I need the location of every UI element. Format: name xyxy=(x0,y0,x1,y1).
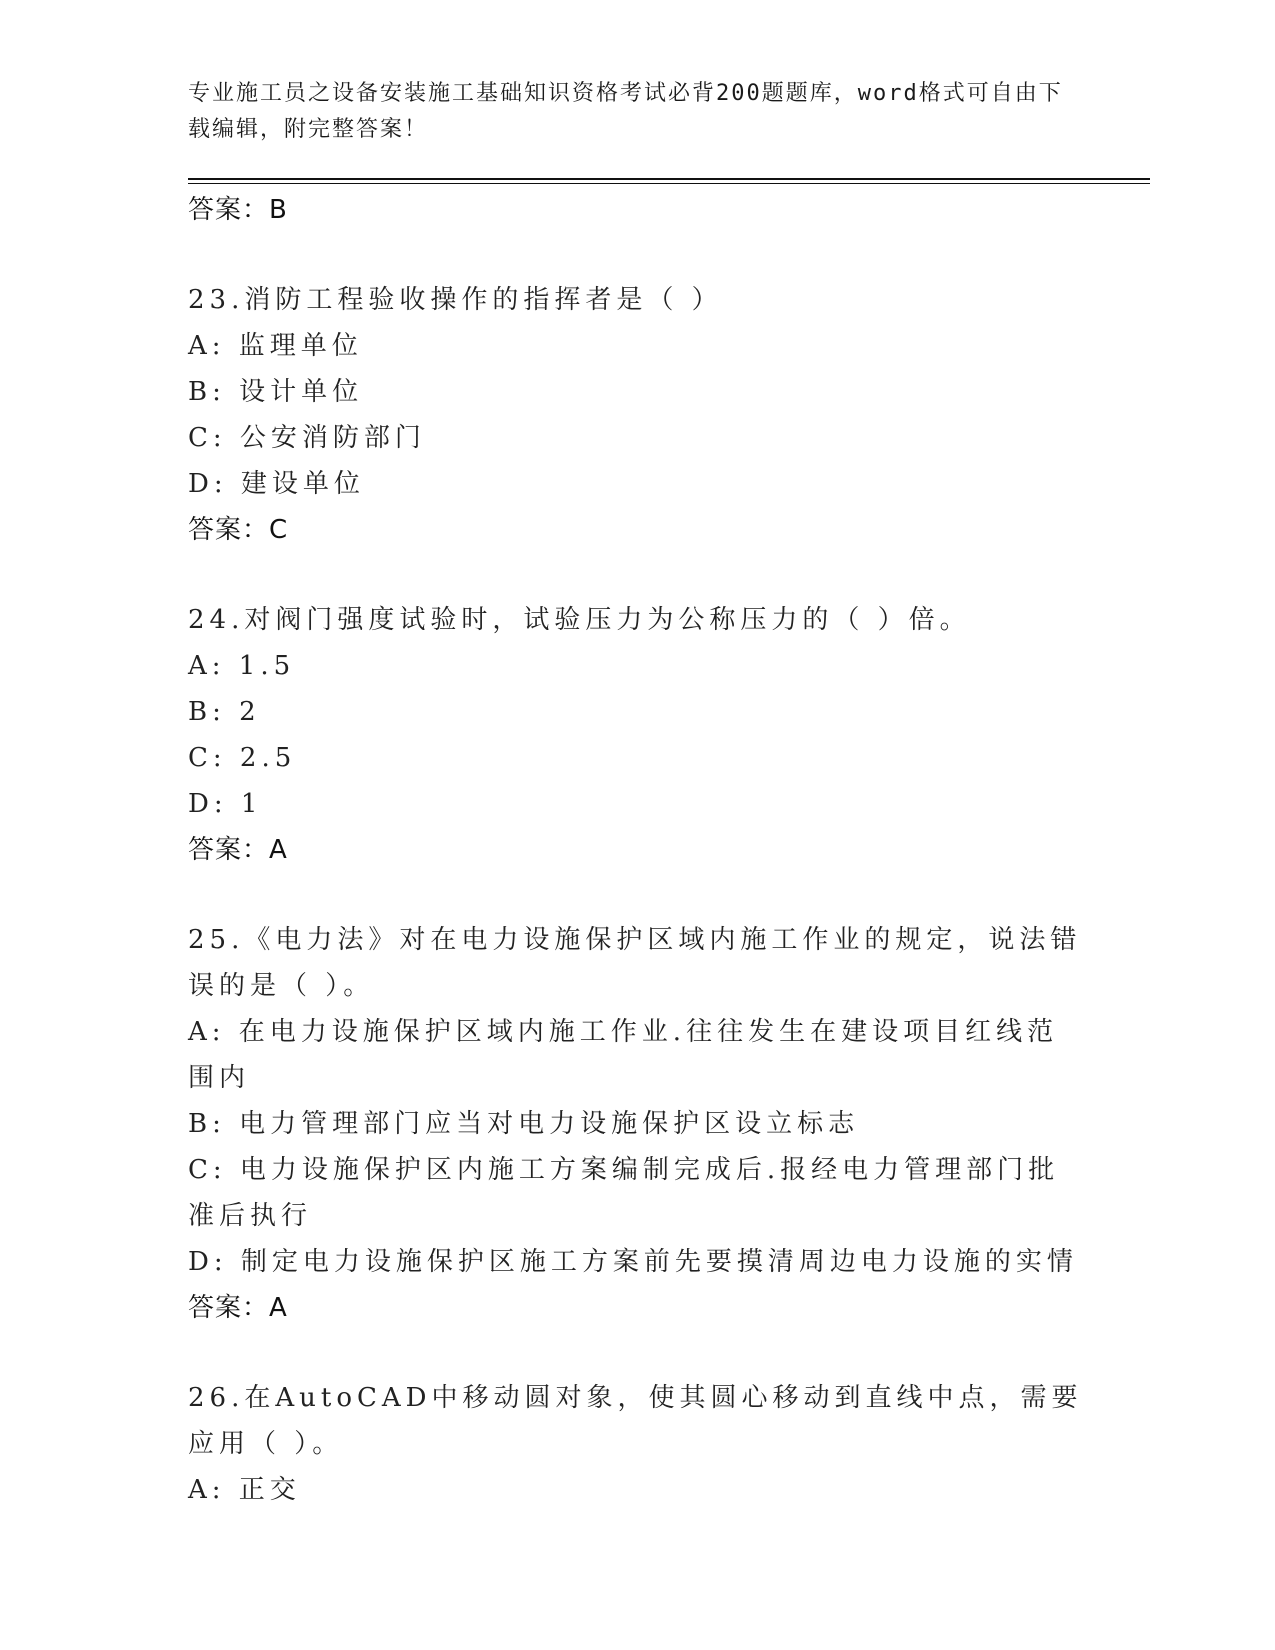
option-a: A: 监理单位 xyxy=(188,331,363,361)
answer-label: 答案：A xyxy=(188,1293,288,1323)
answer-label: 答案：C xyxy=(188,515,289,545)
option-c: C: 公安消防部门 xyxy=(188,423,426,453)
answer-label: 答案：A xyxy=(188,835,288,865)
option-c: C: 电力设施保护区内施工方案编制完成后.报经电力管理部门批准后执行 xyxy=(188,1155,1060,1231)
question-24 xyxy=(188,597,1088,873)
header-divider-thick xyxy=(188,178,1150,180)
question-text: 26.在AutoCAD中移动圆对象，使其圆心移动到直线中点，需要应用（ ）。 xyxy=(188,1383,1083,1459)
question-26 xyxy=(188,1375,1088,1513)
option-d: D: 制定电力设施保护区施工方案前先要摸清周边电力设施的实情 xyxy=(188,1247,1078,1277)
option-c: C: 2.5 xyxy=(188,743,297,773)
question-23 xyxy=(188,277,1088,553)
option-d: D: 建设单位 xyxy=(188,469,365,499)
option-b: B: 设计单位 xyxy=(188,377,364,407)
header-divider-thin xyxy=(188,183,1150,184)
document-header: 专业施工员之设备安装施工基础知识资格考试必背200题题库，word格式可自由下载编辑，附完整答案！ xyxy=(188,81,1063,142)
option-a: A: 正交 xyxy=(188,1475,301,1505)
question-list xyxy=(188,187,1088,1513)
option-a: A: 在电力设施保护区域内施工作业.往往发生在建设项目红线范围内 xyxy=(188,1017,1059,1093)
answer-label: 答案：B xyxy=(188,195,288,225)
question-text: 25.《电力法》对在电力设施保护区域内施工作业的规定，说法错误的是（ ）。 xyxy=(188,925,1082,1001)
option-b: B: 2 xyxy=(188,697,261,727)
question-text: 23.消防工程验收操作的指挥者是（ ） xyxy=(188,285,723,315)
option-d: D: 1 xyxy=(188,789,263,819)
option-b: B: 电力管理部门应当对电力设施保护区设立标志 xyxy=(188,1109,860,1139)
question-25 xyxy=(188,917,1088,1331)
option-a: A: 1.5 xyxy=(188,651,296,681)
question-text: 24.对阀门强度试验时，试验压力为公称压力的（ ）倍。 xyxy=(188,605,971,635)
